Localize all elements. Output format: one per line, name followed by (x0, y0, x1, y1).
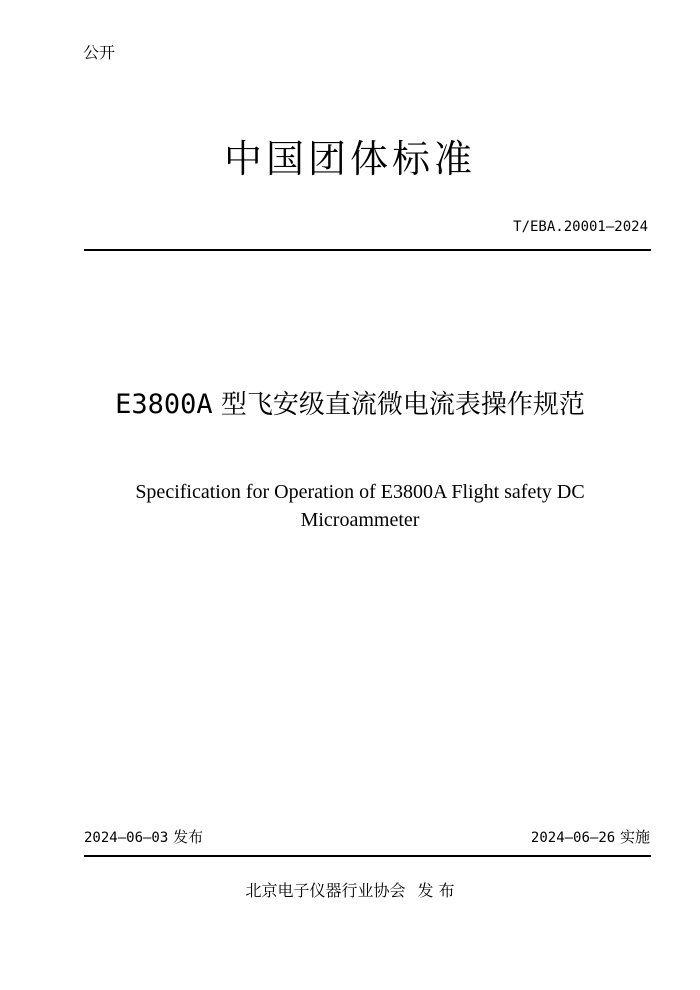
standard-type-heading: 中国团体标准 (223, 137, 476, 181)
standard-number: T/EBA.20001—2024 (513, 219, 648, 235)
model-code: E3800A (115, 389, 213, 420)
issue-label: 发布 (173, 828, 204, 846)
english-title-line-2: Microammeter (300, 509, 420, 531)
top-divider (84, 249, 651, 251)
implementation-date: 2024—06—26 (530, 830, 616, 846)
bottom-divider (84, 855, 651, 857)
issue-date: 2024—06—03 (84, 830, 169, 846)
publisher-name: 北京电子仪器行业协会 (245, 881, 406, 900)
classification-label: 公开 (83, 43, 116, 62)
publisher-action: 发 布 (417, 881, 455, 900)
implementation-label: 实施 (619, 828, 650, 846)
english-title-line-1: Specification for Operation of E3800A Flight safety DC (135, 481, 585, 503)
chinese-title-text: 型飞安级直流微电流表操作规范 (220, 390, 585, 420)
english-title (100, 478, 620, 534)
issue-date-block (84, 827, 203, 848)
implementation-date-block (531, 827, 650, 848)
chinese-title (0, 388, 700, 422)
publisher-line (0, 880, 700, 902)
